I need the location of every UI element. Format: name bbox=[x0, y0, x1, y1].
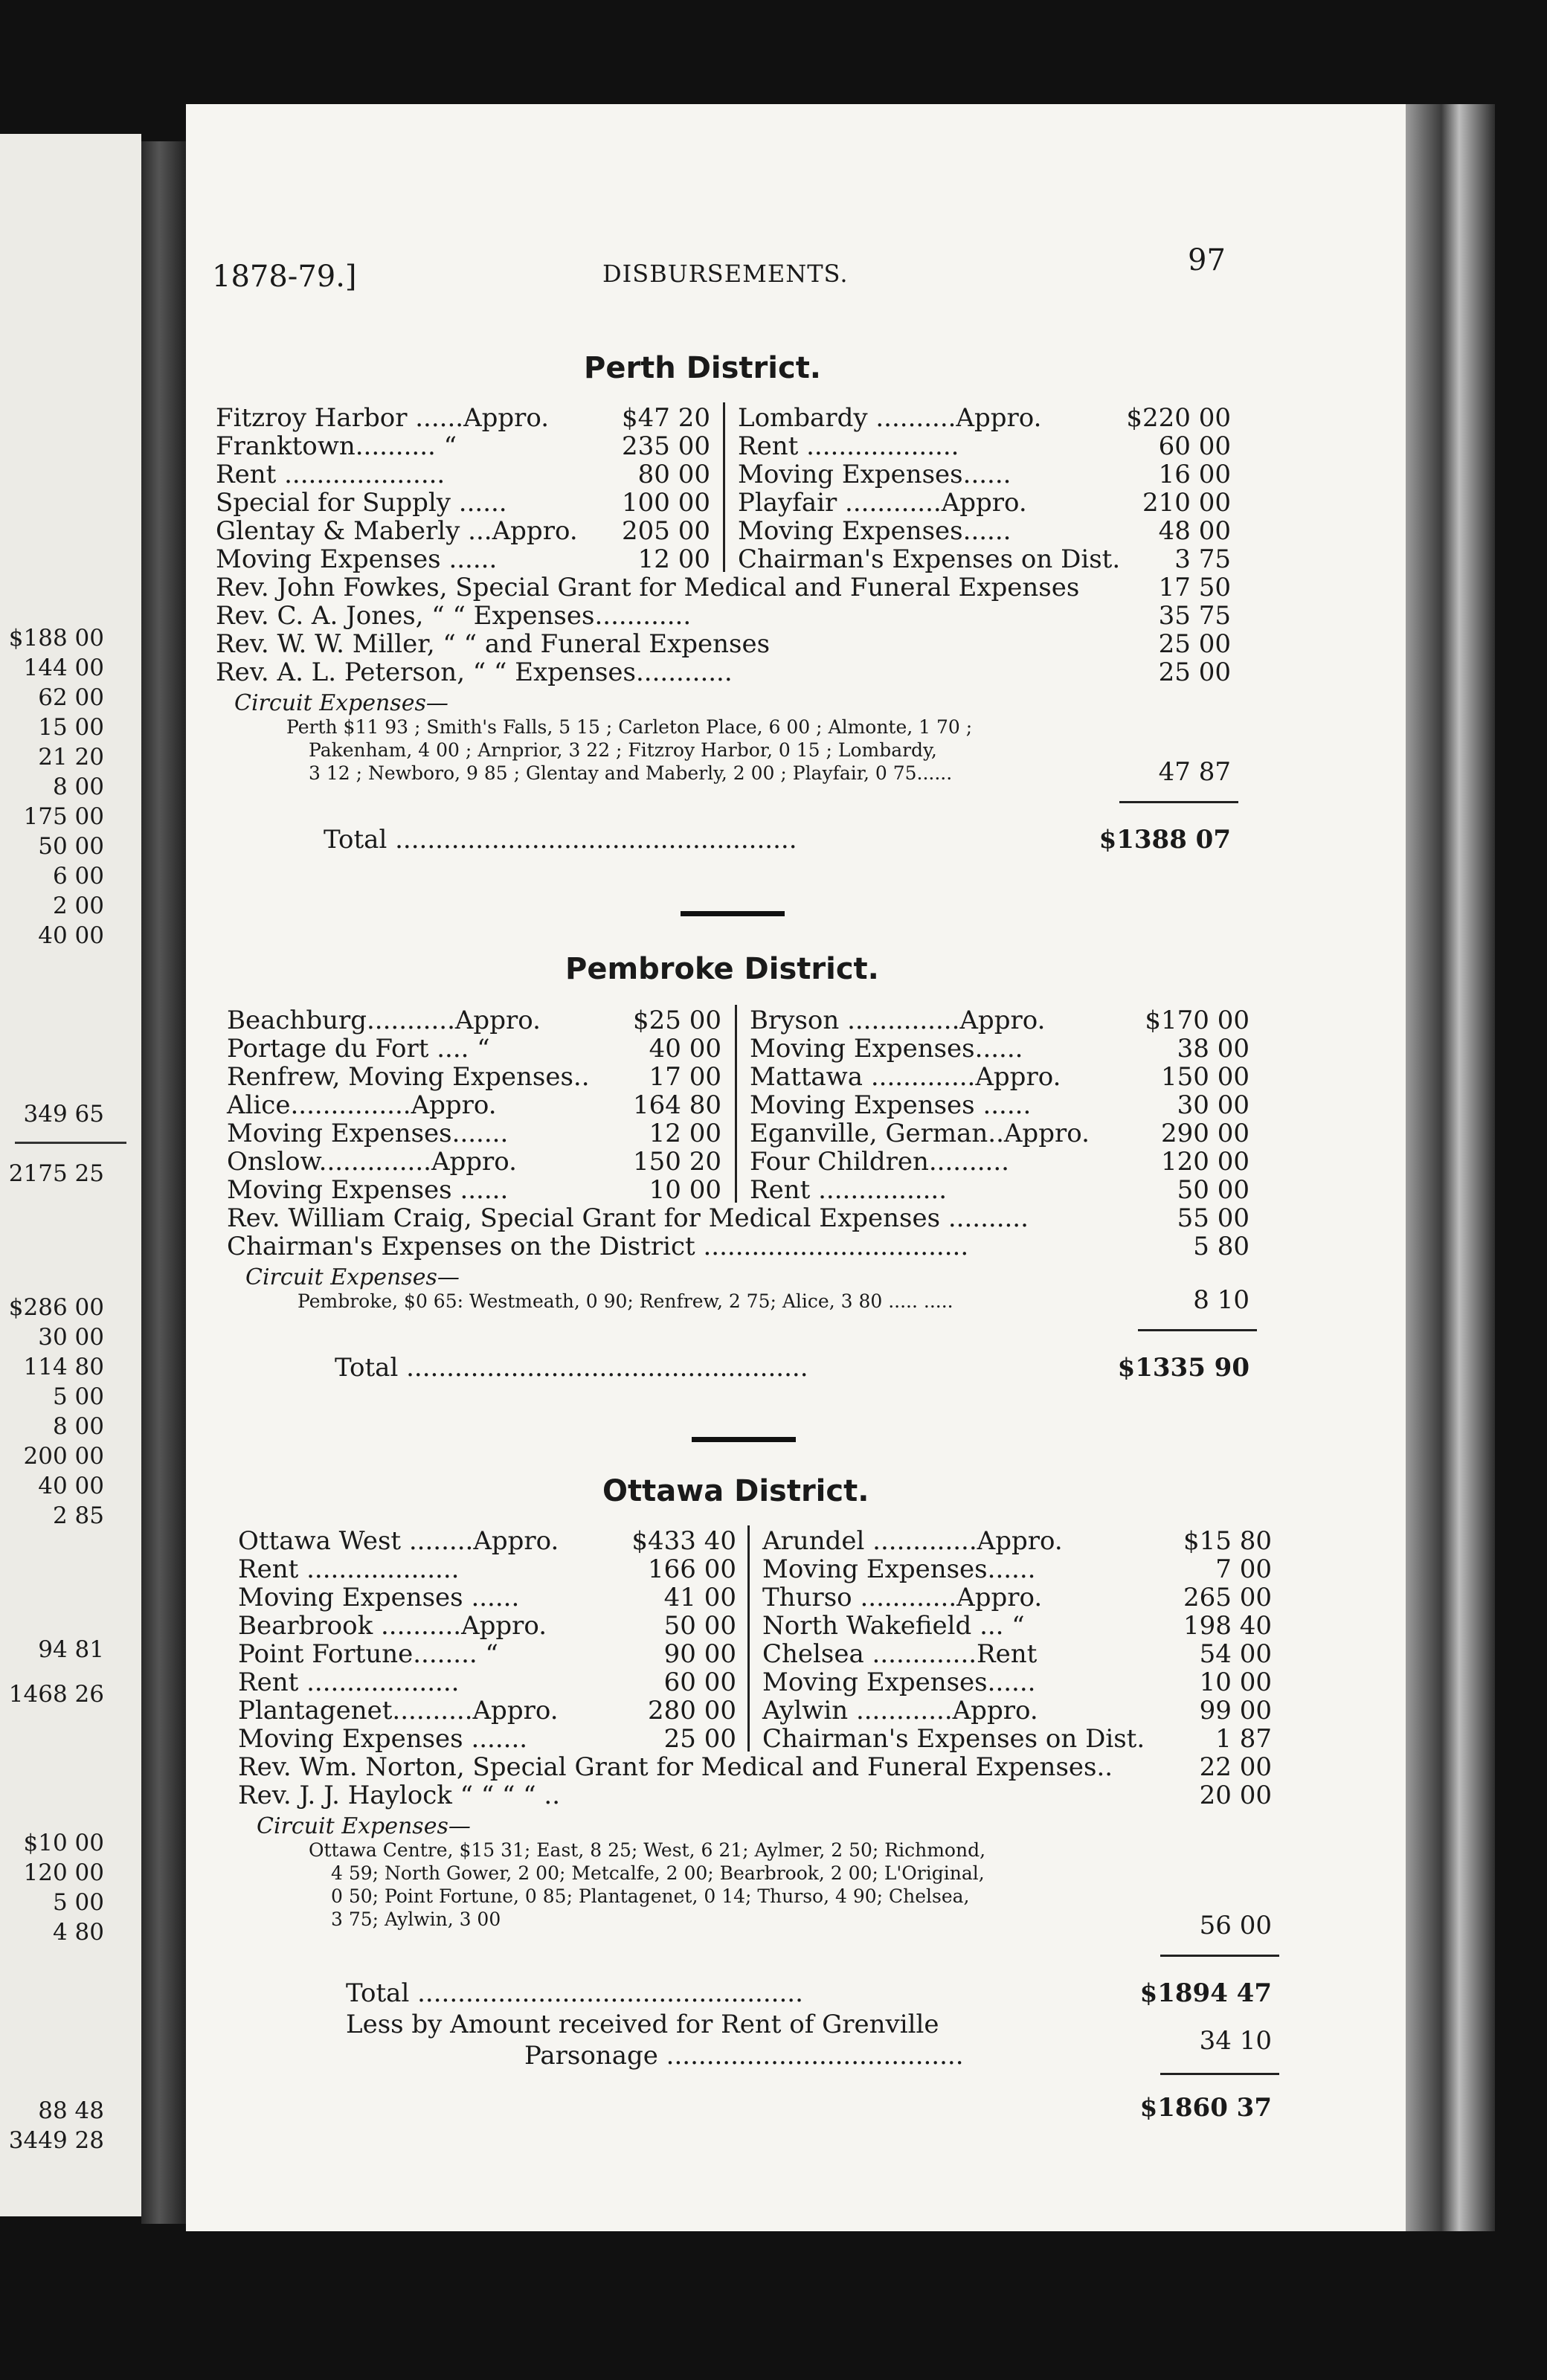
total-label: Total .................................................. bbox=[335, 1353, 808, 1383]
entry-amount: 99 00 bbox=[1199, 1696, 1272, 1726]
entry-label: Moving Expenses...... bbox=[738, 460, 1012, 489]
section-divider bbox=[692, 1437, 796, 1442]
entry-label: Renfrew, Moving Expenses.. bbox=[227, 1062, 590, 1092]
entry-label: Special for Supply ...... bbox=[216, 488, 507, 518]
left-page-value: 1468 26 bbox=[8, 1681, 104, 1708]
column-divider bbox=[735, 1005, 737, 1203]
circuit-line: Pakenham, 4 00 ; Arnprior, 3 22 ; Fitzroy Harbor, 0 15 ; Lombardy, bbox=[309, 739, 937, 761]
section-divider bbox=[681, 911, 785, 916]
entry-amount: 150 00 bbox=[1161, 1062, 1250, 1092]
entry-amount: 7 00 bbox=[1215, 1554, 1272, 1584]
circuit-line: 3 12 ; Newboro, 9 85 ; Glentay and Maberly, 2 00 ; Playfair, 0 75...... bbox=[309, 762, 953, 784]
entry-amount: 3 75 bbox=[1174, 544, 1231, 574]
entry-label: Fitzroy Harbor ......Appro. bbox=[216, 403, 550, 433]
entry-label: Moving Expenses...... bbox=[762, 1667, 1036, 1697]
grant-label: Rev. A. L. Peterson, “ “ Expenses............ bbox=[216, 657, 733, 687]
entry-label: Rent ................ bbox=[750, 1175, 948, 1205]
entry-amount: 54 00 bbox=[1199, 1639, 1272, 1669]
column-divider bbox=[747, 1525, 750, 1752]
grant-amount: 5 80 bbox=[1193, 1232, 1250, 1261]
grant-amount: 25 00 bbox=[1158, 629, 1231, 659]
entry-label: Bearbrook ..........Appro. bbox=[238, 1611, 547, 1641]
left-page-value: $286 00 bbox=[8, 1294, 104, 1321]
entry-label: Moving Expenses ...... bbox=[216, 544, 498, 574]
entry-amount: 198 40 bbox=[1183, 1611, 1272, 1641]
total-rule bbox=[1119, 801, 1238, 803]
circuit-heading: Circuit Expenses— bbox=[234, 690, 448, 716]
entry-amount: 41 00 bbox=[663, 1583, 736, 1612]
total-rule bbox=[1160, 2073, 1279, 2075]
entry-label: Franktown.......... “ bbox=[216, 431, 457, 461]
entry-label: Rent ................... bbox=[238, 1554, 460, 1584]
left-page-value: 94 81 bbox=[38, 1636, 104, 1663]
entry-label: Chairman's Expenses on Dist. bbox=[738, 544, 1121, 574]
grant-amount: 55 00 bbox=[1177, 1203, 1250, 1233]
circuit-amount: 8 10 bbox=[1193, 1285, 1250, 1315]
left-page-value: 4 80 bbox=[52, 1919, 104, 1946]
entry-amount: $25 00 bbox=[633, 1006, 721, 1035]
less-label: Less by Amount received for Rent of Grenville bbox=[346, 2010, 939, 2039]
left-page-value: 3449 28 bbox=[8, 2127, 104, 2154]
total-label: Total .................................................. bbox=[324, 825, 797, 855]
section-title-ottawa: Ottawa District. bbox=[602, 1474, 869, 1508]
left-page-value: 50 00 bbox=[38, 833, 104, 860]
entry-label: Rent .................... bbox=[216, 460, 446, 489]
entry-amount: 90 00 bbox=[663, 1639, 736, 1669]
grant-amount: 17 50 bbox=[1158, 573, 1231, 602]
entry-label: Moving Expenses...... bbox=[738, 516, 1012, 546]
entry-amount: $47 20 bbox=[622, 403, 710, 433]
entry-label: Rent ................... bbox=[738, 431, 959, 461]
entry-label: Arundel .............Appro. bbox=[762, 1526, 1063, 1556]
entry-amount: 205 00 bbox=[622, 516, 710, 546]
left-page-value: 2 85 bbox=[52, 1502, 104, 1529]
entry-label: Point Fortune........ “ bbox=[238, 1639, 498, 1669]
total-rule bbox=[1160, 1955, 1279, 1957]
entry-amount: 100 00 bbox=[622, 488, 710, 518]
entry-label: Glentay & Maberly ...Appro. bbox=[216, 516, 578, 546]
entry-amount: 235 00 bbox=[622, 431, 710, 461]
entry-label: Moving Expenses...... bbox=[750, 1034, 1023, 1064]
entry-amount: 166 00 bbox=[648, 1554, 736, 1584]
entry-amount: 280 00 bbox=[648, 1696, 736, 1726]
entry-label: Portage du Fort .... “ bbox=[227, 1034, 490, 1064]
left-page-value: 40 00 bbox=[38, 922, 104, 949]
entry-amount: 12 00 bbox=[649, 1119, 721, 1148]
circuit-heading: Circuit Expenses— bbox=[257, 1813, 471, 1839]
entry-label: Four Children.......... bbox=[750, 1147, 1009, 1177]
circuit-amount: 56 00 bbox=[1199, 1911, 1272, 1940]
grant-label: Rev. William Craig, Special Grant for Medical Expenses .......... bbox=[227, 1203, 1029, 1233]
left-page-value: 8 00 bbox=[52, 1413, 104, 1440]
left-page-value: $10 00 bbox=[23, 1830, 104, 1856]
entry-amount: 50 00 bbox=[1177, 1175, 1250, 1205]
entry-label: Moving Expenses...... bbox=[762, 1554, 1036, 1584]
left-page-value: 120 00 bbox=[23, 1859, 104, 1886]
entry-amount: 10 00 bbox=[1199, 1667, 1272, 1697]
grant-label: Rev. C. A. Jones, “ “ Expenses............ bbox=[216, 601, 692, 631]
left-page-value: $188 00 bbox=[8, 625, 104, 652]
entry-label: Aylwin ............Appro. bbox=[762, 1696, 1038, 1726]
left-page-value: 114 80 bbox=[23, 1354, 104, 1380]
left-page-value: 8 00 bbox=[52, 774, 104, 800]
circuit-line: Ottawa Centre, $15 31; East, 8 25; West, 6 21; Aylmer, 2 50; Richmond, bbox=[309, 1839, 986, 1861]
total-amount: $1388 07 bbox=[1099, 825, 1231, 855]
entry-label: Chelsea .............Rent bbox=[762, 1639, 1038, 1669]
entry-label: Playfair ............Appro. bbox=[738, 488, 1027, 518]
left-page-value: 144 00 bbox=[23, 654, 104, 681]
grant-label: Rev. John Fowkes, Special Grant for Medical and Funeral Expenses bbox=[216, 573, 1080, 602]
entry-amount: 38 00 bbox=[1177, 1034, 1250, 1064]
total-rule bbox=[1138, 1329, 1257, 1331]
entry-amount: 60 00 bbox=[663, 1667, 736, 1697]
entry-label: Onslow..............Appro. bbox=[227, 1147, 517, 1177]
left-page-value: 88 48 bbox=[38, 2097, 104, 2124]
entry-amount: 17 00 bbox=[649, 1062, 721, 1092]
page-number: 97 bbox=[1188, 243, 1226, 277]
left-page-value: 6 00 bbox=[52, 863, 104, 890]
entry-amount: $170 00 bbox=[1145, 1006, 1250, 1035]
circuit-line: Perth $11 93 ; Smith's Falls, 5 15 ; Carleton Place, 6 00 ; Almonte, 1 70 ; bbox=[286, 716, 973, 738]
entry-amount: 25 00 bbox=[663, 1724, 736, 1754]
book-spine bbox=[141, 141, 186, 2224]
left-page-value: 30 00 bbox=[38, 1324, 104, 1351]
entry-label: Lombardy ..........Appro. bbox=[738, 403, 1042, 433]
left-page-value: 175 00 bbox=[23, 803, 104, 830]
entry-amount: 30 00 bbox=[1177, 1090, 1250, 1120]
total-rule bbox=[15, 1142, 126, 1144]
entry-amount: 210 00 bbox=[1142, 488, 1231, 518]
entry-label: Ottawa West ........Appro. bbox=[238, 1526, 559, 1556]
section-title-perth: Perth District. bbox=[584, 351, 822, 385]
left-page-value: 349 65 bbox=[23, 1101, 104, 1128]
entry-label: Eganville, German..Appro. bbox=[750, 1119, 1090, 1148]
left-page-value: 21 20 bbox=[38, 744, 104, 771]
grant-amount: 25 00 bbox=[1158, 657, 1231, 687]
circuit-line: 0 50; Point Fortune, 0 85; Plantagenet, 0 14; Thurso, 4 90; Chelsea, bbox=[331, 1885, 970, 1907]
entry-amount: 16 00 bbox=[1158, 460, 1231, 489]
entry-label: Beachburg...........Appro. bbox=[227, 1006, 541, 1035]
entry-label: Moving Expenses ...... bbox=[227, 1175, 509, 1205]
entry-label: Mattawa .............Appro. bbox=[750, 1062, 1061, 1092]
grant-amount: 35 75 bbox=[1158, 601, 1231, 631]
entry-amount: 60 00 bbox=[1158, 431, 1231, 461]
entry-amount: 265 00 bbox=[1183, 1583, 1272, 1612]
entry-label: Moving Expenses ...... bbox=[750, 1090, 1032, 1120]
circuit-line: 3 75; Aylwin, 3 00 bbox=[331, 1908, 501, 1930]
page-edge bbox=[1406, 104, 1495, 2231]
left-page-value: 200 00 bbox=[23, 1443, 104, 1470]
section-title-pembroke: Pembroke District. bbox=[565, 952, 879, 986]
entry-label: North Wakefield ... “ bbox=[762, 1611, 1025, 1641]
less-amount: 34 10 bbox=[1199, 2026, 1272, 2056]
grant-label: Chairman's Expenses on the District ................................. bbox=[227, 1232, 969, 1261]
left-page-value: 2 00 bbox=[52, 892, 104, 919]
left-page-value: 2175 25 bbox=[8, 1160, 104, 1187]
entry-amount: 80 00 bbox=[637, 460, 710, 489]
grant-label: Rev. W. W. Miller, “ “ and Funeral Expenses bbox=[216, 629, 771, 659]
entry-amount: 150 20 bbox=[633, 1147, 721, 1177]
grant-label: Rev. Wm. Norton, Special Grant for Medical and Funeral Expenses.. bbox=[238, 1752, 1113, 1782]
net-amount: $1860 37 bbox=[1139, 2093, 1272, 2123]
circuit-heading: Circuit Expenses— bbox=[245, 1264, 460, 1290]
entry-label: Moving Expenses ...... bbox=[238, 1583, 520, 1612]
entry-label: Plantagenet..........Appro. bbox=[238, 1696, 559, 1726]
less-label: Parsonage ..................................... bbox=[524, 2041, 964, 2071]
entry-amount: 12 00 bbox=[637, 544, 710, 574]
entry-amount: 48 00 bbox=[1158, 516, 1231, 546]
entry-amount: $220 00 bbox=[1126, 403, 1231, 433]
circuit-line: 4 59; North Gower, 2 00; Metcalfe, 2 00; Bearbrook, 2 00; L'Original, bbox=[331, 1862, 985, 1884]
entry-amount: 120 00 bbox=[1161, 1147, 1250, 1177]
column-divider bbox=[723, 402, 725, 572]
entry-label: Moving Expenses ....... bbox=[238, 1724, 528, 1754]
entry-label: Moving Expenses....... bbox=[227, 1119, 509, 1148]
left-page-value: 62 00 bbox=[38, 684, 104, 711]
entry-amount: 290 00 bbox=[1161, 1119, 1250, 1148]
entry-amount: 40 00 bbox=[649, 1034, 721, 1064]
grant-amount: 22 00 bbox=[1199, 1752, 1272, 1782]
entry-amount: $15 80 bbox=[1183, 1526, 1272, 1556]
entry-label: Rent ................... bbox=[238, 1667, 460, 1697]
entry-label: Thurso ............Appro. bbox=[762, 1583, 1043, 1612]
left-page-value: 5 00 bbox=[52, 1383, 104, 1410]
entry-label: Bryson ..............Appro. bbox=[750, 1006, 1046, 1035]
entry-amount: $433 40 bbox=[631, 1526, 736, 1556]
circuit-amount: 47 87 bbox=[1158, 757, 1231, 787]
grant-label: Rev. J. J. Haylock “ “ “ “ .. bbox=[238, 1781, 561, 1810]
left-page-value: 5 00 bbox=[52, 1889, 104, 1916]
entry-label: Chairman's Expenses on Dist. bbox=[762, 1724, 1145, 1754]
header-title: DISBURSEMENTS. bbox=[602, 260, 849, 288]
entry-amount: 1 87 bbox=[1215, 1724, 1272, 1754]
grant-amount: 20 00 bbox=[1199, 1781, 1272, 1810]
circuit-line: Pembroke, $0 65: Westmeath, 0 90; Renfrew, 2 75; Alice, 3 80 ..... ..... bbox=[298, 1290, 953, 1312]
header-year: 1878-79.] bbox=[212, 260, 357, 294]
entry-amount: 50 00 bbox=[663, 1611, 736, 1641]
entry-label: Alice...............Appro. bbox=[227, 1090, 497, 1120]
total-label: Total ................................................ bbox=[346, 1978, 803, 2008]
total-amount: $1335 90 bbox=[1117, 1353, 1250, 1383]
left-page-value: 15 00 bbox=[38, 714, 104, 741]
total-amount: $1894 47 bbox=[1139, 1978, 1272, 2008]
entry-amount: 164 80 bbox=[633, 1090, 721, 1120]
entry-amount: 10 00 bbox=[649, 1175, 721, 1205]
left-page-value: 40 00 bbox=[38, 1473, 104, 1499]
